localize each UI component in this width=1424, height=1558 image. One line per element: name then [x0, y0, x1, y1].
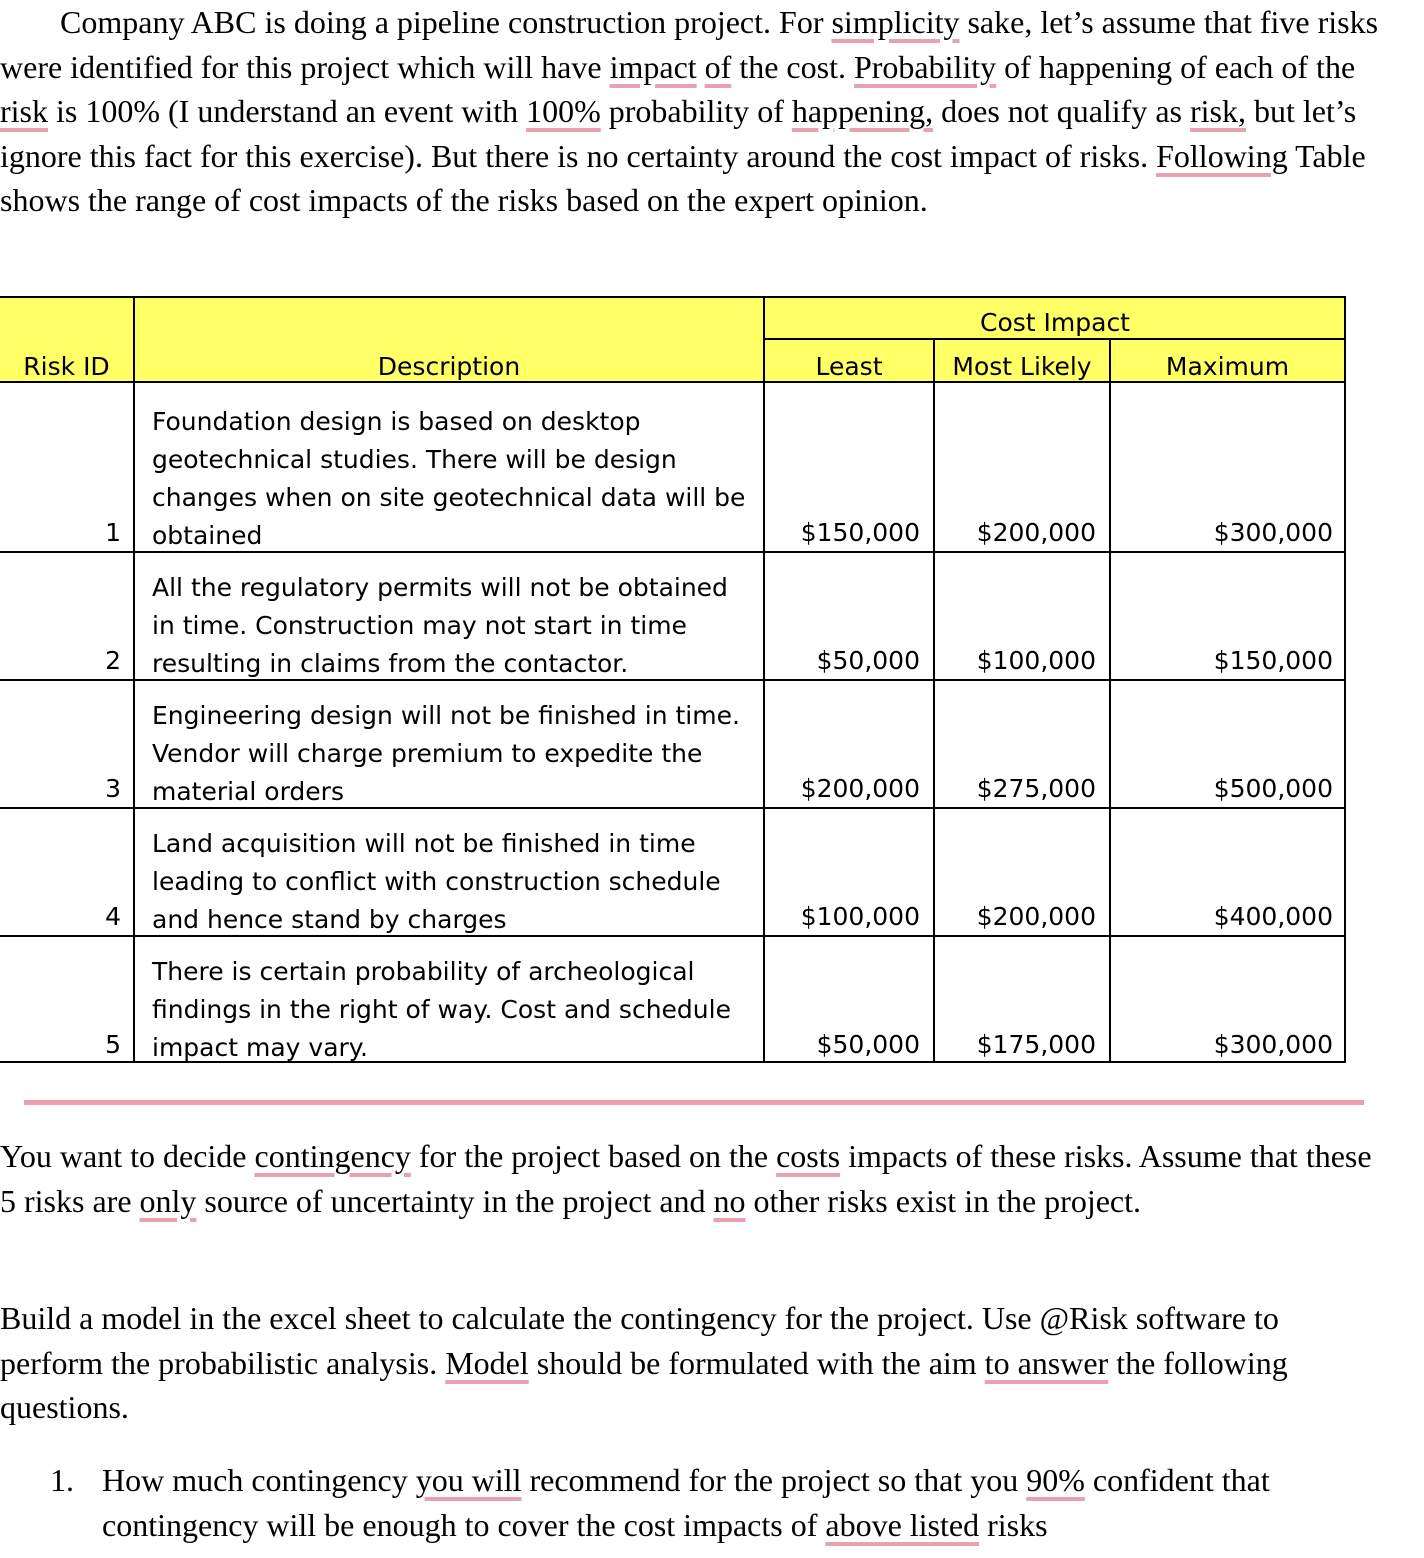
cost-most-likely: $275,000 [976, 774, 1096, 803]
question-number: 1. [50, 1462, 74, 1498]
cost-most-likely: $200,000 [976, 902, 1096, 931]
spell-flag: only [139, 1182, 197, 1219]
risk-description: Foundation design is based on desktop geotechnical studies. There will be design changes when on site geotechnical data will be obtained [152, 407, 746, 550]
risk-description: There is certain probability of archeological findings in the right of way. Cost and schedule impact may vary. [152, 957, 731, 1062]
spell-flag: risk, [1189, 93, 1246, 130]
spell-flag: impact [609, 48, 697, 85]
cost-maximum: $150,000 [1213, 646, 1333, 675]
rule [1109, 338, 1111, 1063]
cost-least: $50,000 [816, 1030, 920, 1059]
rule [0, 296, 1346, 298]
spell-flag: happening, [791, 93, 934, 130]
spell-flag: contingency [254, 1138, 411, 1174]
header-maximum: Maximum [1165, 352, 1290, 381]
spell-flag: no [713, 1182, 746, 1219]
cost-maximum: $400,000 [1213, 902, 1333, 931]
question-text: How much contingency you will recommend for the project so that you 90% confident that contingency will be enough to cover the cost impacts of above listed risks [102, 1462, 1270, 1543]
rule [133, 296, 135, 1063]
cost-maximum: $500,000 [1213, 774, 1333, 803]
cost-most-likely: $175,000 [976, 1030, 1096, 1059]
contingency-paragraph: You want to decide contingency for the project based on the costs impacts of these risks. Assume that these 5 risks are only source of uncertainty in the project and no other risks exist in the project. [0, 1138, 1372, 1219]
spell-flag: simplicity [831, 4, 960, 40]
rule [933, 338, 935, 1063]
spell-flag: Probability [853, 48, 997, 85]
cost-most-likely: $100,000 [976, 646, 1096, 675]
risk-id: 5 [105, 1030, 121, 1059]
cost-most-likely: $200,000 [976, 518, 1096, 547]
spell-flag: costs [776, 1138, 841, 1174]
header-most-likely: Most Likely [952, 352, 1092, 381]
cost-maximum: $300,000 [1213, 1030, 1333, 1059]
spell-flag: Model [445, 1344, 529, 1381]
risk-table [0, 296, 1346, 1064]
cost-maximum: $300,000 [1213, 518, 1333, 547]
cost-least: $100,000 [800, 902, 920, 931]
rule [1344, 296, 1346, 1063]
risk-description: Engineering design will not be finished in time. Vendor will charge premium to expedite the material orders [152, 701, 740, 806]
header-least: Least [815, 352, 883, 381]
spell-flag: risk [0, 93, 48, 130]
spell-flag: of [704, 48, 732, 85]
spell-flag: above listed [825, 1506, 980, 1543]
spell-flag: to answer [984, 1344, 1109, 1381]
spell-flag: 90% [1026, 1462, 1085, 1498]
header-description: Description [377, 352, 521, 381]
risk-id: 3 [105, 774, 121, 803]
cost-least: $200,000 [800, 774, 920, 803]
cost-least: $150,000 [800, 518, 920, 547]
model-paragraph: Build a model in the excel sheet to calculate the contingency for the project. Use @Risk software to perform the probabilistic analysis. Model should be formulated with the aim to answer the following questions. [0, 1300, 1288, 1426]
separator-line [24, 1100, 1364, 1105]
header-cost-impact: Cost Impact [980, 308, 1130, 337]
risk-description: All the regulatory permits will not be obtained in time. Construction may not start in time resulting in claims from the contactor. [152, 573, 728, 678]
spell-flag: Following [1156, 137, 1288, 174]
risk-id: 1 [105, 518, 121, 547]
cost-least: $50,000 [816, 646, 920, 675]
risk-id: 4 [105, 902, 121, 931]
spell-flag: 100% [526, 93, 601, 130]
risk-id: 2 [105, 646, 121, 675]
risk-description: Land acquisition will not be finished in time leading to conflict with construction schedule and hence stand by charges [152, 829, 721, 934]
intro-paragraph: Company ABC is doing a pipeline construction project. For simplicity sake, let’s assume that five risks were identified for this project which will have impact of the cost. Probability of happening of each of the risk is 100% (I understand an event with 100% probability of happening, does not qualify as risk, but let’s ignore this fact for this exercise). But there is no certainty around the cost impact of risks. Following Table shows the range of cost impacts of the risks based on the expert opinion. [0, 4, 1379, 219]
spell-flag: you will [415, 1462, 522, 1498]
header-risk-id: Risk ID [23, 352, 110, 381]
